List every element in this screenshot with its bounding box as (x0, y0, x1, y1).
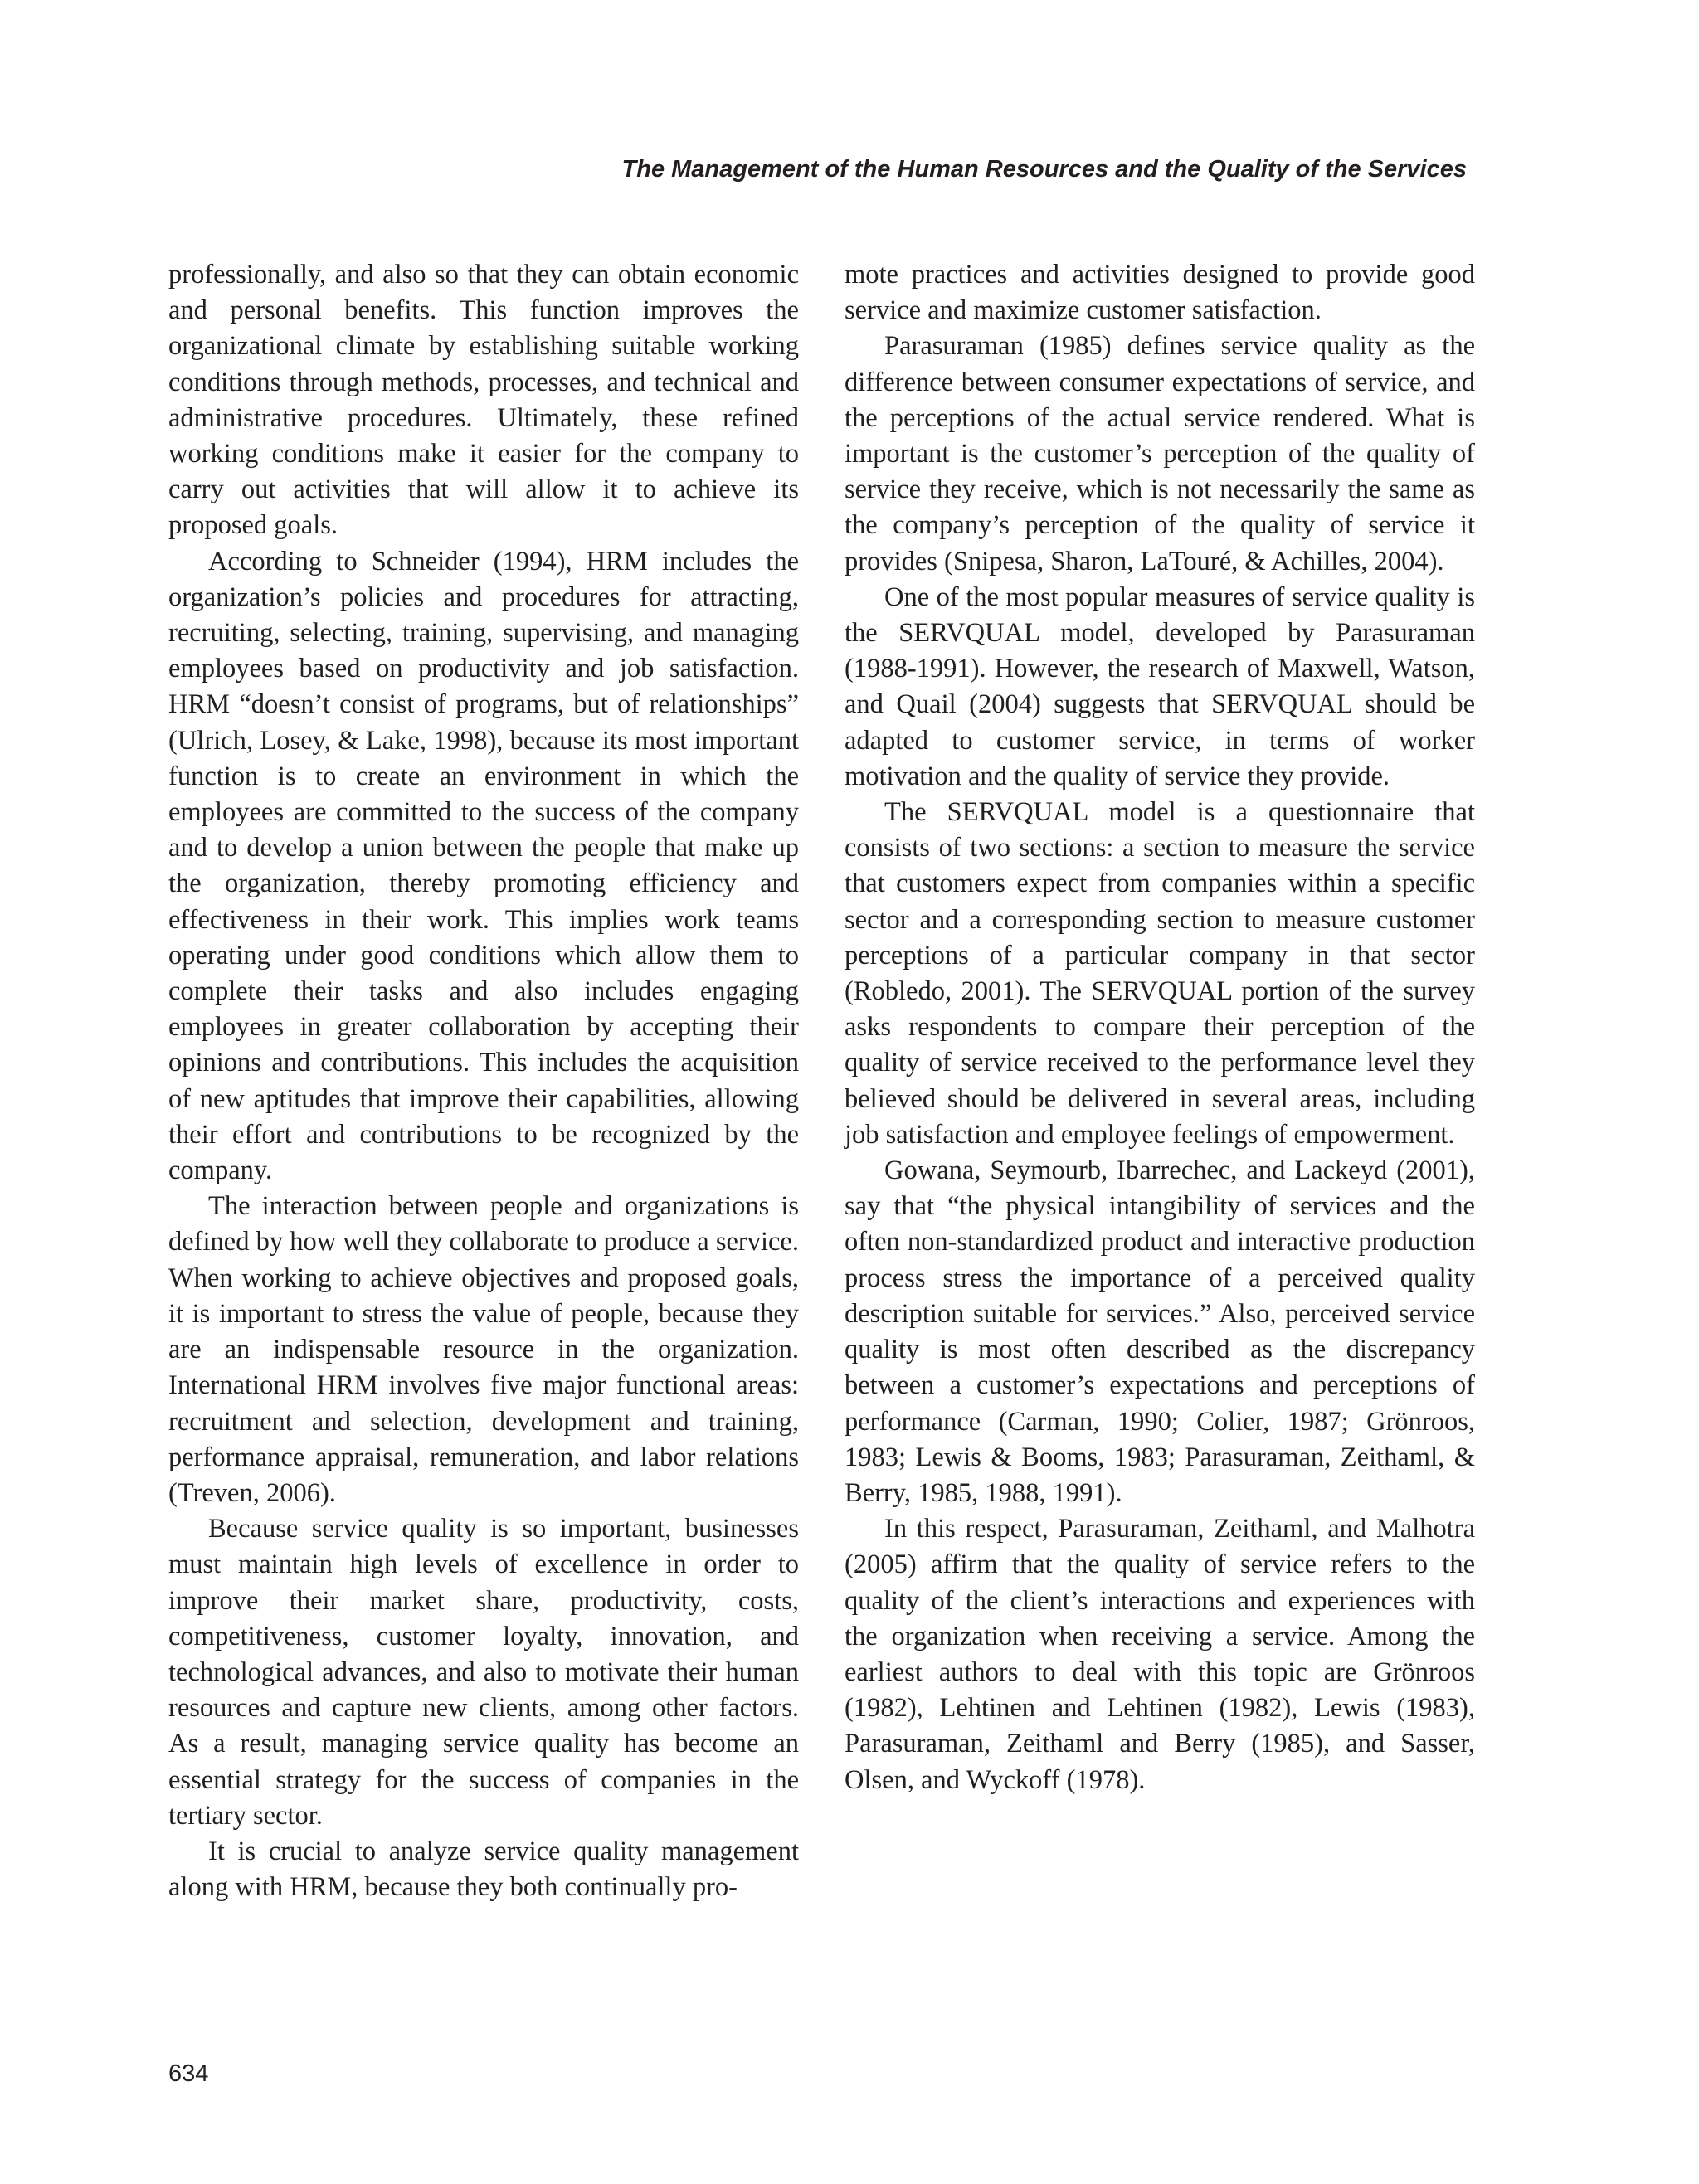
paragraph: The interaction between people and organizations is defined by how well they collaborate to produce a service. When working to achieve objectives and proposed goals, it is important to stress the value of people, because they are an indispensable resource in the organization. International HRM involves five major functional areas: recruitment and selection, development and training, performance appraisal, remuneration, and labor relations (Treven, 2006). (168, 1191, 799, 1508)
page-number: 634 (168, 2060, 209, 2087)
paragraph: Gowana, Seymourb, Ibarrechec, and Lackeyd (2001), say that “the physical intangibility of services and the often non-standardized product and interactive production process stress the importance of a perceived quality description suitable for services.” Also, perceived service quality is most often described as the discrepancy between a customer’s expectations and perceptions of performance (Carman, 1990; Colier, 1987; Grönroos, 1983; Lewis & Booms, 1983; Parasuraman, Zeithaml, & Berry, 1985, 1988, 1991). (845, 1155, 1475, 1508)
running-header: The Management of the Human Resources and the Quality of the Services (621, 156, 1467, 182)
paragraph: mote practices and activities designed to provide good service and maximize customer satisfaction. (845, 260, 1475, 326)
paragraph: According to Schneider (1994), HRM includes the organization’s policies and procedures for attracting, recruiting, selecting, training, supervising, and managing employees based on productivity and job satisfaction. HRM “doesn’t consist of programs, but of relationships” (Ulrich, Losey, & Lake, 1998), because its most important function is to create an environment in which the employees are committed to the success of the company and to develop a union between the people that make up the organization, thereby promoting efficiency and effectiveness in their work. This implies work teams operating under good conditions which allow them to complete their tasks and also includes engaging employees in greater collaboration by accepting their opinions and contributions. This includes the acquisition of new aptitudes that improve their capabilities, allowing their effort and contributions to be recognized by the company. (168, 546, 799, 1186)
left-column (168, 257, 799, 1905)
right-column (845, 257, 1475, 1798)
paragraph: It is crucial to analyze service quality management along with HRM, because they both continually pro- (168, 1836, 799, 1903)
paragraph: Because service quality is so important, businesses must maintain high levels of excellence in order to improve their market share, productivity, costs, competitiveness, customer loyalty, innovation, and technological advances, and also to motivate their human resources and capture new clients, among other factors. As a result, managing service quality has become an essential strategy for the success of companies in the tertiary sector. (168, 1514, 799, 1831)
paragraph: The SERVQUAL model is a questionnaire that consists of two sections: a section to measure the service that customers expect from companies within a specific sector and a corresponding section to measure customer perceptions of a particular company in that sector (Robledo, 2001). The SERVQUAL portion of the survey asks respondents to compare their perception of the quality of service received to the performance level they believed should be delivered in several areas, including job satisfaction and employee feelings of empowerment. (845, 797, 1475, 1150)
paragraph: professionally, and also so that they can obtain economic and personal benefits. This function improves the organizational climate by establishing suitable working conditions through methods, processes, and technical and administrative procedures. Ultimately, these refined working conditions make it easier for the company to carry out activities that will allow it to achieve its proposed goals. (168, 260, 799, 541)
paragraph: One of the most popular measures of service quality is the SERVQUAL model, developed by Parasuraman (1988-1991). However, the research of Maxwell, Watson, and Quail (2004) suggests that SERVQUAL should be adapted to customer service, in terms of worker motivation and the quality of service they provide. (845, 581, 1475, 791)
paragraph: Parasuraman (1985) defines service quality as the difference between consumer expectations of service, and the perceptions of the actual service rendered. What is important is the customer’s perception of the quality of service they receive, which is not necessarily the same as the company’s perception of the quality of service it provides (Snipesa, Sharon, LaTouré, & Achilles, 2004). (845, 331, 1475, 576)
paragraph: In this respect, Parasuraman, Zeithaml, and Malhotra (2005) affirm that the quality of service refers to the quality of the client’s interactions and experiences with the organization when receiving a service. Among the earliest authors to deal with this topic are Grönroos (1982), Lehtinen and Lehtinen (1982), Lewis (1983), Parasuraman, Zeithaml and Berry (1985), and Sasser, Olsen, and Wyckoff (1978). (845, 1514, 1475, 1795)
